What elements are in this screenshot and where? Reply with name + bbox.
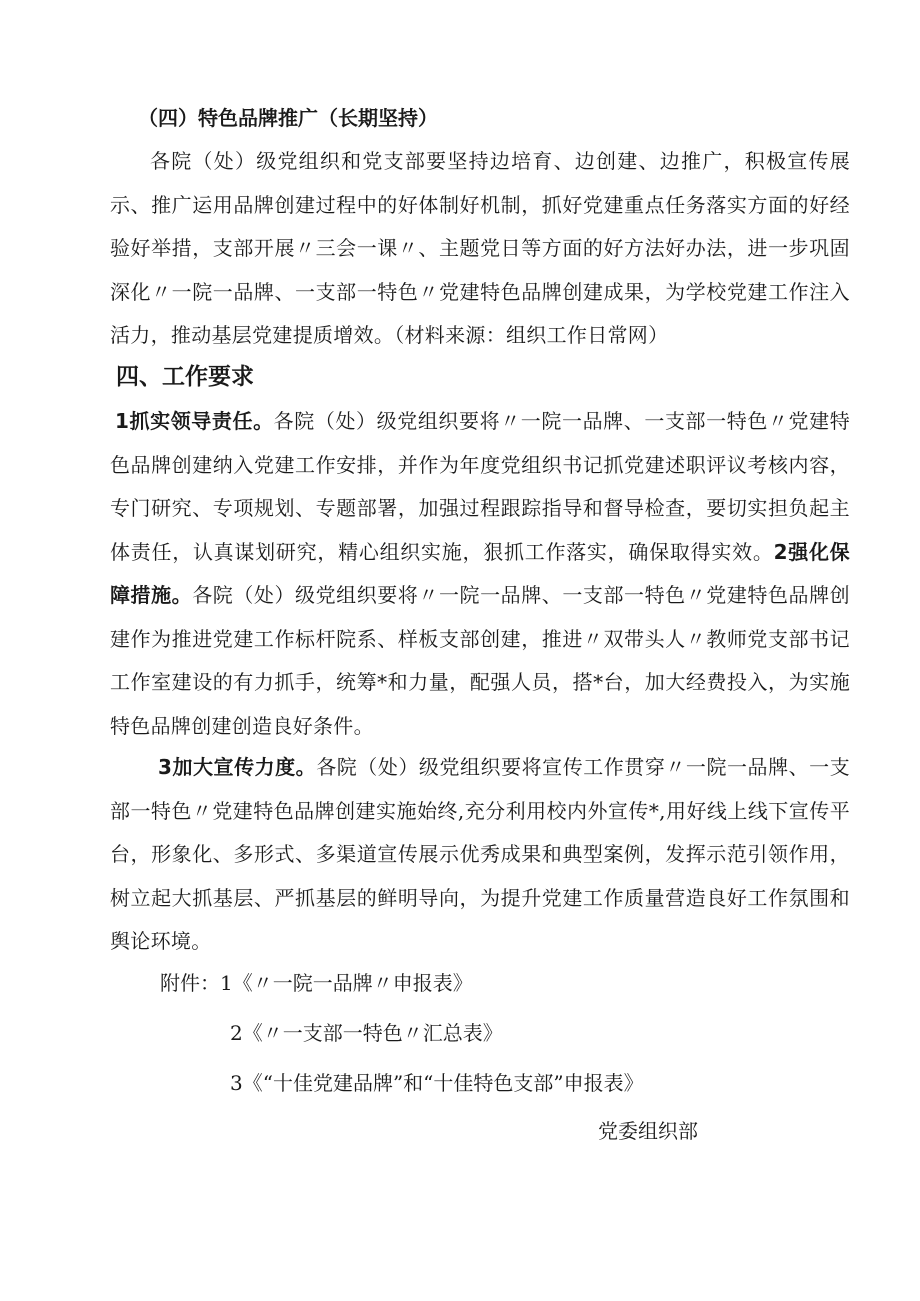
requirements-paragraph-1-2 (110, 400, 850, 748)
item2-lead: 2强化保障措施。 (110, 539, 850, 607)
item3-lead: 3加大宣传力度。 (158, 755, 317, 779)
signature: 党委组织部 (598, 1119, 698, 1143)
item2-body: 各院（处）级党组织要将〃一院一品牌、一支部一特色〃党建特色品牌创建作为推进党建工作标杆院系、样板支部创建，推进〃双带头人〃教师党支部书记工作室建设的有力抓手，统筹*和力量，配强人员，搭*台，加大经费投入，为实施特色品牌创建创造良好条件。 (110, 583, 850, 738)
attachment-item-1: 1《〃一院一品牌〃申报表》 (220, 971, 473, 995)
attachment-line-1 (160, 962, 473, 1005)
requirements-heading: 四、工作要求 (116, 364, 254, 390)
attachment-item-2: 2《〃一支部一特色〃汇总表》 (230, 1021, 503, 1045)
item3-body: 各院（处）级党组织要将宣传工作贯穿〃一院一品牌、一支部一特色〃党建特色品牌创建实施始终,充分利用校内外宣传*,用好线上线下宣传平台，形象化、多形式、多渠道宣传展示优秀成果和典型案例，发挥示范引领作用，树立起大抓基层、严抓基层的鲜明导向，为提升党建工作质量营造良好工作氛围和舆论环境。 (110, 755, 850, 953)
item1-lead: 1抓实领导责任。 (115, 409, 274, 433)
section-heading: （四）特色品牌推广（长期坚持） (138, 106, 438, 130)
attachment-label: 附件： (160, 971, 220, 995)
item1-body: 各院（处）级党组织要将〃一院一品牌、一支部一特色〃党建特色品牌创建纳入党建工作安排，并作为年度党组织书记抓党建述职评议考核内容，专门研究、专项规划、专题部署，加强过程跟踪指导和督导检查，要切实担负起主体责任，认真谋划研究，精心组织实施，狠抓工作落实，确保取得实效。 (110, 409, 850, 564)
section-body-text: 各院（处）级党组织和党支部要坚持边培育、边创建、边推广，积极宣传展示、推广运用品牌创建过程中的好体制好机制，抓好党建重点任务落实方面的好经验好举措，支部开展〃三会一课〃、主题党日等方面的好方法好办法，进一步巩固深化〃一院一品牌、一支部一特色〃党建特色品牌创建成果，为学校党建工作注入活力，推动基层党建提质增效。（材料来源：组织工作日常网） (110, 149, 850, 347)
attachment-item-3: 3《“十佳党建品牌”和“十佳特色支部”申报表》 (230, 1071, 644, 1095)
requirements-paragraph-3 (110, 746, 850, 964)
section-paragraph (110, 140, 850, 358)
